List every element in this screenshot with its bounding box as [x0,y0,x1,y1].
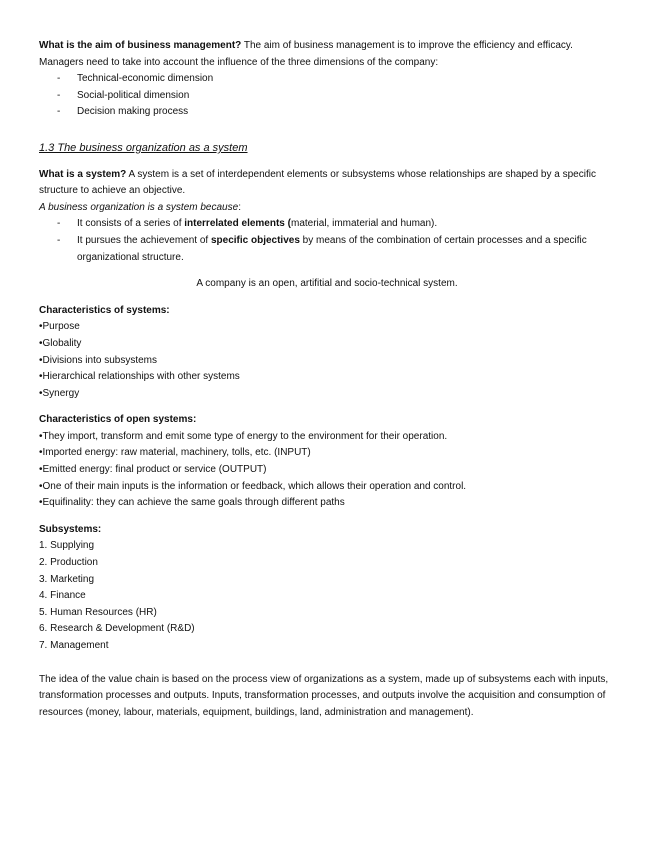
system-text: A system is a set of interdependent elements or subsystems whose relationships are shaped by a specific structure to achieve an objective. [39,168,596,197]
list-item: • Emitted energy: final product or service (OUTPUT) [39,462,615,479]
list-item: 6. Research & Development (R&D) [39,623,195,635]
because-line [39,200,615,217]
subsystems-title [39,522,615,539]
because-colon: : [238,201,241,213]
reason1-pre: It consists of a series of [77,218,185,230]
list-item: 2. Production [39,557,98,569]
systems-list [39,319,615,402]
list-item: 5. Human Resources (HR) [39,606,157,618]
aim-question: What is the aim of business management? [39,40,242,51]
open-systems-title [39,412,615,429]
reason2-pre: It pursues the achievement of [77,234,211,246]
open-systems-title-text: Characteristics of open systems: [39,414,197,426]
list-item [39,233,615,266]
list-item: • Hierarchical relationships with other systems [39,369,615,386]
reason2-post: by means of the combination of certain processes and a specific organizational structure. [77,234,587,263]
subsystems-title-text: Subsystems: [39,523,102,535]
reason1-bold: interrelated elements ( [184,218,291,230]
reason1-post: material, immaterial and human). [290,218,438,230]
section-heading: 1.3 The business organization as a system [39,141,248,154]
open-systems-list [39,429,615,512]
system-question: What is a system? [39,168,127,180]
reason2-bold: specific objectives [210,234,300,246]
list-item: • Equifinality: they can achieve the same goals through different paths [39,495,615,512]
list-item: • They import, transform and emit some type of energy to the environment for their operation. [39,429,615,446]
list-item: 4. Finance [39,590,86,602]
list-item: • Purpose [39,319,615,336]
systems-title [39,303,615,320]
system-paragraph [39,167,615,200]
list-item: • Synergy [39,386,615,403]
systems-title-text: Characteristics of systems: [39,304,170,316]
list-item [39,216,615,233]
list-item: - Decision making process [39,104,615,121]
list-item: • Divisions into subsystems [39,353,615,370]
list-item: 3. Marketing [39,573,95,585]
list-item: 7. Management [39,640,109,651]
value-chain-paragraph: The idea of the value chain is based on the process view of organizations as a system, made up of subsystems each with inputs, transformation processes and outputs. Inputs, transformation processes, and outputs involve the acquisition and consumption of resources (money, labour, materials, equipment, buildings, land, administration and management). [39,673,609,718]
list-item: • One of their main inputs is the information or feedback, which allows their operation and control. [39,479,615,496]
dimensions-list [39,71,615,121]
because-label: A business organization is a system because [39,201,239,213]
aim-text: The aim of business management is to improve the efficiency and efficacy. Managers need to take into account the influence of the three dimensions of the company: [39,40,573,68]
summary-line: A company is an open, artifitial and socio-technical system. [196,278,458,290]
subsystems-list [39,538,615,654]
list-item: 1. Supplying [39,540,95,552]
list-item: - Technical-economic dimension [39,71,615,88]
aim-paragraph [39,38,615,71]
list-item: • Globality [39,336,615,353]
list-item: • Imported energy: raw material, machinery, tolls, etc. (INPUT) [39,445,615,462]
list-item: - Social-political dimension [39,88,615,105]
reasons-list [39,216,615,266]
